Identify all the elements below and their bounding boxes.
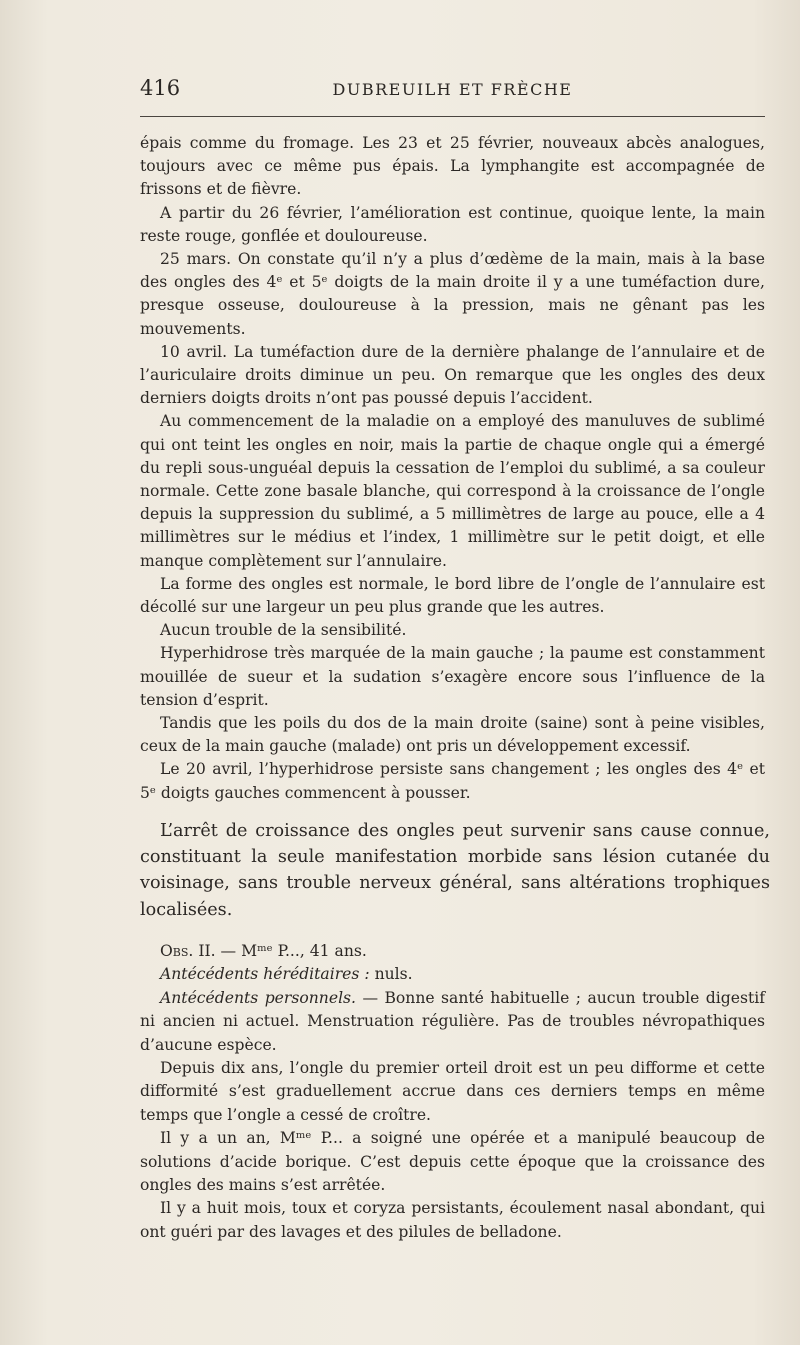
paragraph: Depuis dix ans, l’ongle du premier orteil droit est un peu difforme et cette difformité s’est graduellement accrue dans ces derniers temps en même temps que l’ongle a cessé de croître. (140, 1059, 765, 1124)
paragraph: épais comme du fromage. Les 23 et 25 février, nouveaux abcès analogues, toujours avec ce même pus épais. La lymphangite est accompagnée de frissons et de fièvre. (140, 134, 765, 199)
personal-history (140, 987, 765, 1057)
hereditary-value: nuls. (369, 965, 413, 984)
running-title: DUBREUILH ET FRÈCHE (332, 80, 573, 99)
paragraph: Hyperhidrose très marquée de la main gauche ; la paume est constamment mouillée de sueur et la sudation s’exagère encore sous l’influence de la tension d’esprit. (140, 644, 765, 709)
case-text (140, 132, 765, 805)
header-rule (140, 116, 765, 117)
paragraph: La forme des ongles est normale, le bord libre de l’ongle de l’annulaire est décollé sur une largeur un peu plus grande que les autres. (140, 574, 765, 617)
paragraph: Tandis que les poils du dos de la main droite (saine) sont à peine visibles, ceux de la main gauche (malade) ont pris un développement excessif. (140, 714, 765, 756)
paragraph: Il y a huit mois, toux et coryza persistants, écoulement nasal abondant, qui ont guéri par des lavages et des pilules de belladone. (140, 1199, 765, 1241)
observation-block (140, 940, 765, 1244)
paragraph: 10 avril. La tuméfaction dure de la dernière phalange de l’annulaire et de l’auriculaire droits diminue un peu. On remarque que les ongles des deux derniers doigts droits n’ont pas poussé depuis l’accident. (140, 342, 765, 408)
paragraph: A partir du 26 février, l’amélioration est continue, quoique lente, la main reste rouge, gonflée et douloureuse. (140, 203, 765, 245)
personal-label: Antécédents personnels. (160, 988, 357, 1007)
hereditary-history (140, 963, 765, 986)
hereditary-label: Antécédents héréditaires : (160, 965, 370, 984)
paragraph: Aucun trouble de la sensibilité. (160, 621, 407, 640)
paragraph: Il y a un an, Mᵐᵉ P... a soigné une opérée et a manipulé beaucoup de solutions d’acide borique. C’est depuis cette époque que la croissance des ongles des mains s’est arrêtée. (140, 1129, 765, 1195)
observation-patient: — Mᵐᵉ P..., 41 ans. (215, 942, 367, 960)
paragraph: Le 20 avril, l’hyperhidrose persiste sans changement ; les ongles des 4ᵉ et 5ᵉ doigts gauches commencent à pousser. (140, 760, 765, 802)
section-summary (140, 818, 770, 923)
observation-heading (140, 940, 765, 963)
page-number: 416 (140, 76, 181, 100)
personal-value: — Bonne santé habituelle ; aucun trouble digestif ni ancien ni actuel. Menstruation régulière. Pas de troubles névropathiques d’aucune espèce. (140, 988, 765, 1054)
paragraph: 25 mars. On constate qu’il n’y a plus d’œdème de la main, mais à la base des ongles des 4ᵉ et 5ᵉ doigts de la main droite il y a une tuméfaction dure, presque osseuse, douloureuse à la pression, mais ne gênant pas les mouvements. (140, 250, 765, 338)
page-header (140, 76, 765, 106)
paragraph: Au commencement de la maladie on a employé des manuluves de sublimé qui ont teint les ongles en noir, mais la partie de chaque ongle qui a émergé du repli sous-unguéal depuis la cessation de l’emploi du sublimé, a sa couleur normale. Cette zone basale blanche, qui correspond à la croissance de l’ongle depuis la suppression du sublimé, a 5 millimètres de large au pouce, elle a 4 millimètres sur le médius et l’index, 1 millimètre sur le petit doigt, et elle manque complètement sur l’annulaire. (140, 412, 765, 570)
observation-label: Obs. II. (160, 942, 216, 960)
summary-paragraph: L’arrêt de croissance des ongles peut survenir sans cause connue, constituant la seule manifestation morbide sans lésion cutanée du voisinage, sans trouble nerveux général, sans altérations trophiques localisées. (140, 821, 770, 920)
